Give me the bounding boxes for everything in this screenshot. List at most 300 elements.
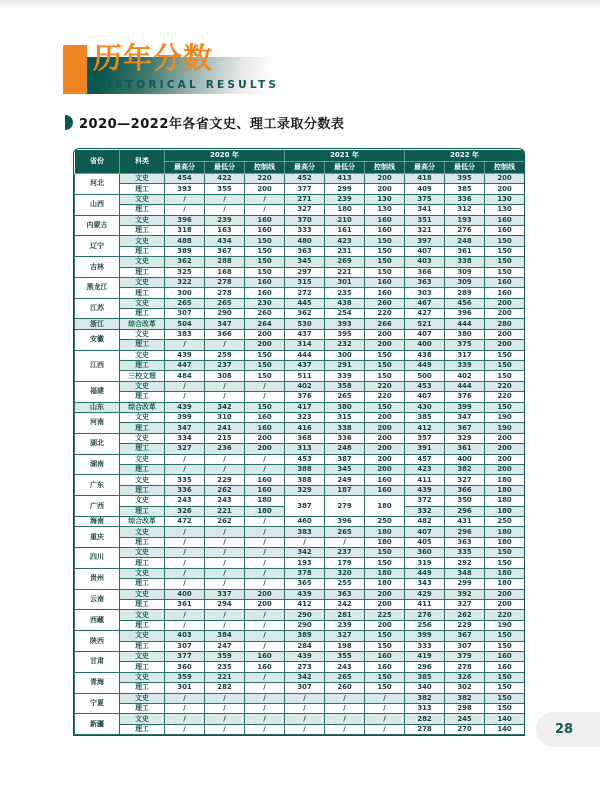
table-row	[75, 485, 525, 495]
score-cell: 200	[365, 454, 405, 464]
province-cell: 内蒙古	[75, 215, 120, 236]
score-cell: 221	[205, 506, 245, 516]
category-cell: 文史	[120, 610, 165, 620]
score-cell: 265	[165, 298, 205, 308]
score-cell: /	[165, 714, 205, 724]
score-cell: 444	[445, 319, 485, 329]
score-cell: 200	[365, 620, 405, 630]
score-cell: 296	[405, 662, 445, 672]
table-row	[75, 724, 525, 734]
score-cell: 200	[245, 329, 285, 339]
score-cell: 190	[485, 620, 525, 630]
score-cell: 140	[485, 724, 525, 734]
score-cell: 357	[405, 433, 445, 443]
score-cell: 309	[445, 267, 485, 277]
score-cell: 200	[365, 444, 405, 454]
score-cell: 417	[285, 402, 325, 412]
score-cell: 389	[285, 631, 325, 641]
score-cell: 180	[485, 506, 525, 516]
score-cell: /	[325, 693, 365, 703]
score-cell: 447	[165, 361, 205, 371]
score-cell: /	[365, 693, 405, 703]
score-cell: 333	[285, 225, 325, 235]
score-cell: 413	[325, 174, 365, 184]
score-cell: 307	[445, 641, 485, 651]
score-cell: 385	[405, 672, 445, 682]
score-cell: 301	[165, 683, 205, 693]
score-cell: 220	[365, 309, 405, 319]
score-cell: 399	[165, 412, 205, 422]
score-cell: 452	[285, 174, 325, 184]
table-row	[75, 600, 525, 610]
table-row	[75, 309, 525, 319]
category-cell: 理工	[120, 558, 165, 568]
score-cell: 403	[165, 631, 205, 641]
score-cell: 314	[285, 340, 325, 350]
category-cell: 文史	[120, 672, 165, 682]
score-cell: 391	[405, 444, 445, 454]
score-cell: 200	[365, 184, 405, 194]
category-cell: 文史	[120, 548, 165, 558]
table-row	[75, 527, 525, 537]
score-cell: 429	[405, 589, 445, 599]
score-cell: 530	[285, 319, 325, 329]
score-cell: 298	[445, 703, 485, 713]
score-cell: 150	[485, 683, 525, 693]
score-cell: 160	[245, 485, 285, 495]
score-cell: /	[245, 464, 285, 474]
score-cell: 454	[165, 174, 205, 184]
table-row	[75, 215, 525, 225]
category-cell: 文史	[120, 174, 165, 184]
score-cell: 180	[485, 496, 525, 506]
score-cell: 396	[445, 309, 485, 319]
score-cell: 229	[445, 620, 485, 630]
province-cell: 山西	[75, 194, 120, 215]
score-cell: 130	[365, 194, 405, 204]
score-cell: 248	[325, 444, 365, 454]
score-cell: 160	[485, 288, 525, 298]
score-cell: 332	[405, 506, 445, 516]
score-cell: 439	[165, 402, 205, 412]
score-cell: /	[205, 537, 245, 547]
score-cell: 241	[205, 423, 245, 433]
score-cell: 327	[165, 444, 205, 454]
score-cell: 423	[325, 236, 365, 246]
score-cell: 160	[365, 662, 405, 672]
score-cell: 347	[165, 423, 205, 433]
score-cell: 453	[405, 381, 445, 391]
score-cell: /	[245, 205, 285, 215]
score-cell: 389	[165, 246, 205, 256]
score-cell: 150	[365, 246, 405, 256]
category-cell: 文史	[120, 693, 165, 703]
category-cell: 文史	[120, 454, 165, 464]
score-cell: /	[285, 703, 325, 713]
score-cell: 449	[405, 361, 445, 371]
category-cell: 文史	[120, 412, 165, 422]
score-cell: 456	[445, 298, 485, 308]
score-cell: 260	[365, 298, 405, 308]
score-cell: 237	[205, 361, 245, 371]
score-cell: 382	[445, 464, 485, 474]
score-cell: 375	[445, 340, 485, 350]
score-cell: 362	[165, 257, 205, 267]
score-cell: 377	[285, 184, 325, 194]
score-cell: 302	[445, 683, 485, 693]
score-cell: 380	[325, 402, 365, 412]
table-row	[75, 236, 525, 246]
score-cell: 150	[245, 257, 285, 267]
category-cell: 理工	[120, 246, 165, 256]
table-row	[75, 641, 525, 651]
table-row	[75, 662, 525, 672]
score-cell: 326	[165, 506, 205, 516]
table-row	[75, 558, 525, 568]
category-cell: 文史	[120, 215, 165, 225]
table-row	[75, 631, 525, 641]
category-cell: 理工	[120, 392, 165, 402]
province-cell: 江苏	[75, 298, 120, 319]
score-cell: /	[245, 714, 285, 724]
score-cell: /	[205, 568, 245, 578]
score-cell: 235	[205, 662, 245, 672]
score-cell: 327	[285, 205, 325, 215]
score-cell: 231	[325, 246, 365, 256]
score-cell: 230	[245, 298, 285, 308]
score-cell: /	[245, 568, 285, 578]
province-cell: 河北	[75, 174, 120, 195]
score-cell: 220	[365, 381, 405, 391]
score-cell: 200	[245, 184, 285, 194]
score-cell: 278	[205, 288, 245, 298]
score-cell: 335	[445, 548, 485, 558]
province-cell: 海南	[75, 516, 120, 526]
score-cell: 180	[365, 537, 405, 547]
score-cell: 309	[445, 277, 485, 287]
col-header-min-2022: 最低分	[445, 162, 485, 174]
category-cell: 理工	[120, 309, 165, 319]
score-cell: 200	[485, 174, 525, 184]
score-cell: 484	[165, 371, 205, 381]
table-row	[75, 392, 525, 402]
score-cell: 160	[365, 288, 405, 298]
score-cell: 366	[205, 329, 245, 339]
table-row	[75, 371, 525, 381]
score-cell: /	[245, 631, 285, 641]
score-cell: 160	[245, 651, 285, 661]
province-cell: 黑龙江	[75, 277, 120, 298]
score-cell: 366	[405, 267, 445, 277]
table-row	[75, 205, 525, 215]
score-cell: 416	[285, 423, 325, 433]
score-cell: 150	[485, 371, 525, 381]
score-cell: 140	[485, 714, 525, 724]
score-cell: 160	[245, 225, 285, 235]
score-cell: 150	[245, 246, 285, 256]
score-cell: 307	[165, 641, 205, 651]
table-header-row-years	[75, 150, 525, 162]
score-cell: 160	[245, 288, 285, 298]
score-cell: 276	[445, 225, 485, 235]
province-cell: 陕西	[75, 631, 120, 652]
category-cell: 理工	[120, 464, 165, 474]
table-row	[75, 288, 525, 298]
score-cell: 292	[445, 558, 485, 568]
score-cell: 345	[285, 257, 325, 267]
table-row	[75, 194, 525, 204]
score-cell: 260	[325, 683, 365, 693]
score-cell: 400	[445, 454, 485, 464]
score-cell: 482	[405, 516, 445, 526]
score-cell: 341	[405, 205, 445, 215]
score-cell: 392	[445, 589, 485, 599]
score-cell: 250	[365, 516, 405, 526]
score-cell: 365	[285, 579, 325, 589]
score-cell: 200	[245, 433, 285, 443]
score-cell: 150	[485, 693, 525, 703]
category-cell: 理工	[120, 184, 165, 194]
score-cell: /	[245, 392, 285, 402]
score-cell: 308	[205, 371, 245, 381]
scores-table-wrapper	[73, 148, 525, 736]
score-cell: /	[205, 464, 245, 474]
score-cell: 335	[165, 475, 205, 485]
score-cell: 150	[365, 402, 405, 412]
score-cell: /	[205, 714, 245, 724]
score-cell: 130	[365, 205, 405, 215]
score-cell: 200	[365, 464, 405, 474]
category-cell: 文史	[120, 381, 165, 391]
score-cell: 259	[205, 350, 245, 360]
score-cell: 480	[285, 236, 325, 246]
score-cell: /	[165, 392, 205, 402]
province-cell: 浙江	[75, 319, 120, 329]
col-header-cutoff-2022: 控制线	[485, 162, 525, 174]
score-cell: 382	[445, 693, 485, 703]
score-cell: 388	[285, 475, 325, 485]
province-cell: 四川	[75, 548, 120, 569]
score-cell: /	[205, 620, 245, 630]
category-cell: 文史	[120, 277, 165, 287]
score-cell: 150	[485, 672, 525, 682]
score-cell: 327	[445, 600, 485, 610]
score-cell: 247	[205, 641, 245, 651]
score-cell: 200	[485, 298, 525, 308]
score-cell: 200	[365, 423, 405, 433]
score-cell: 407	[405, 246, 445, 256]
score-cell: 383	[165, 329, 205, 339]
score-cell: 361	[165, 600, 205, 610]
score-cell: 334	[165, 433, 205, 443]
score-cell: 150	[365, 361, 405, 371]
banner-orange-block	[63, 45, 87, 94]
score-cell: 383	[285, 527, 325, 537]
score-cell: 200	[365, 433, 405, 443]
category-cell: 理工	[120, 485, 165, 495]
score-cell: 270	[445, 724, 485, 734]
category-cell: 理工	[120, 600, 165, 610]
province-cell: 广西	[75, 496, 120, 517]
score-cell: 179	[325, 558, 365, 568]
score-cell: 180	[485, 485, 525, 495]
score-cell: 150	[245, 402, 285, 412]
score-cell: 279	[325, 496, 365, 517]
score-cell: /	[165, 579, 205, 589]
category-cell: 理工	[120, 579, 165, 589]
score-cell: 280	[485, 319, 525, 329]
score-cell: 150	[365, 371, 405, 381]
score-cell: 511	[285, 371, 325, 381]
category-cell: 文史	[120, 194, 165, 204]
category-cell: 理工	[120, 662, 165, 672]
score-cell: 439	[405, 485, 445, 495]
score-cell: 150	[245, 350, 285, 360]
score-cell: /	[165, 340, 205, 350]
table-row	[75, 184, 525, 194]
score-cell: 363	[405, 277, 445, 287]
score-cell: 243	[205, 496, 245, 506]
score-cell: 453	[285, 454, 325, 464]
table-row	[75, 620, 525, 630]
score-cell: 427	[405, 309, 445, 319]
category-cell: 理工	[120, 703, 165, 713]
table-row	[75, 174, 525, 184]
score-cell: /	[165, 703, 205, 713]
category-cell: 文史	[120, 631, 165, 641]
score-cell: 360	[405, 548, 445, 558]
score-cell: 396	[165, 215, 205, 225]
score-cell: /	[285, 714, 325, 724]
score-cell: 200	[485, 309, 525, 319]
scores-table	[74, 149, 525, 735]
score-cell: 372	[405, 496, 445, 506]
score-cell: 329	[445, 433, 485, 443]
score-cell: 379	[445, 651, 485, 661]
score-cell: 150	[485, 257, 525, 267]
score-cell: 200	[365, 174, 405, 184]
score-cell: /	[165, 620, 205, 630]
score-cell: 359	[205, 651, 245, 661]
score-cell: 215	[205, 433, 245, 443]
score-cell: 319	[405, 558, 445, 568]
score-cell: /	[205, 392, 245, 402]
score-cell: 366	[445, 485, 485, 495]
score-cell: 190	[485, 412, 525, 422]
col-header-min-2020: 最低分	[205, 162, 245, 174]
score-cell: 276	[405, 610, 445, 620]
score-cell: 150	[365, 267, 405, 277]
category-cell: 理工	[120, 506, 165, 516]
score-cell: 336	[165, 485, 205, 495]
score-cell: 150	[485, 631, 525, 641]
score-cell: /	[205, 579, 245, 589]
score-cell: 439	[285, 651, 325, 661]
score-cell: 150	[365, 236, 405, 246]
score-cell: 378	[285, 568, 325, 578]
score-cell: 150	[485, 548, 525, 558]
score-cell: 297	[285, 267, 325, 277]
score-cell: 200	[485, 184, 525, 194]
table-row	[75, 693, 525, 703]
score-cell: 180	[365, 568, 405, 578]
score-cell: /	[205, 610, 245, 620]
score-cell: 299	[445, 579, 485, 589]
score-cell: 130	[485, 205, 525, 215]
score-cell: /	[325, 537, 365, 547]
score-cell: 380	[445, 329, 485, 339]
score-cell: 437	[285, 361, 325, 371]
score-cell: 310	[205, 412, 245, 422]
table-row	[75, 516, 525, 526]
category-cell: 综合改革	[120, 319, 165, 329]
score-cell: 363	[325, 589, 365, 599]
score-cell: 160	[485, 651, 525, 661]
score-cell: /	[165, 724, 205, 734]
score-cell: 521	[405, 319, 445, 329]
score-cell: 220	[245, 174, 285, 184]
score-cell: 376	[445, 392, 485, 402]
score-cell: 150	[365, 672, 405, 682]
score-cell: 160	[245, 662, 285, 672]
score-cell: 288	[205, 257, 245, 267]
col-header-max-2020: 最高分	[165, 162, 205, 174]
score-cell: 318	[165, 225, 205, 235]
category-cell: 文史	[120, 568, 165, 578]
score-cell: /	[245, 683, 285, 693]
score-cell: 361	[445, 246, 485, 256]
score-cell: 249	[325, 475, 365, 485]
score-cell: 358	[325, 381, 365, 391]
page-number-pill	[536, 712, 600, 747]
score-cell: 438	[405, 350, 445, 360]
score-cell: 375	[405, 194, 445, 204]
col-header-year-2020: 2020 年	[165, 150, 285, 162]
category-cell: 文史	[120, 329, 165, 339]
score-cell: 200	[485, 464, 525, 474]
banner-title-cn: 历年分数	[93, 41, 214, 75]
score-cell: 278	[405, 724, 445, 734]
category-cell: 理工	[120, 423, 165, 433]
score-cell: 336	[325, 433, 365, 443]
score-cell: 265	[325, 392, 365, 402]
score-cell: 457	[405, 454, 445, 464]
col-header-year-2022: 2022 年	[405, 150, 525, 162]
score-cell: 337	[205, 589, 245, 599]
score-cell: /	[245, 558, 285, 568]
category-cell: 文史	[120, 433, 165, 443]
score-cell: 384	[205, 631, 245, 641]
score-cell: /	[205, 558, 245, 568]
score-cell: 150	[485, 641, 525, 651]
score-cell: 180	[485, 527, 525, 537]
category-cell: 理工	[120, 444, 165, 454]
table-row	[75, 454, 525, 464]
score-cell: 250	[485, 516, 525, 526]
score-cell: /	[205, 381, 245, 391]
category-cell: 理工	[120, 225, 165, 235]
score-cell: /	[165, 527, 205, 537]
score-cell: /	[245, 672, 285, 682]
score-cell: /	[245, 724, 285, 734]
score-cell: 180	[245, 506, 285, 516]
score-cell: 431	[445, 516, 485, 526]
score-cell: /	[165, 610, 205, 620]
score-cell: 488	[165, 236, 205, 246]
score-cell: /	[205, 454, 245, 464]
score-cell: 418	[405, 174, 445, 184]
score-cell: 150	[365, 558, 405, 568]
